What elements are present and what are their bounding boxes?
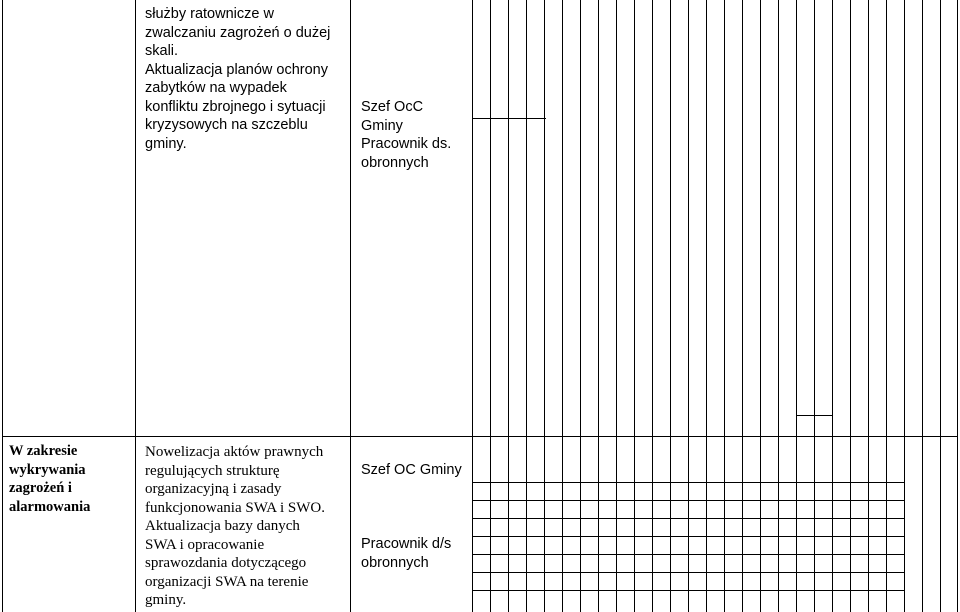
column-divider: [724, 0, 725, 612]
column-divider: [544, 0, 545, 612]
column-divider: [616, 0, 617, 612]
column-divider: [850, 0, 851, 612]
column-divider: [814, 0, 815, 612]
column-divider: [940, 0, 941, 612]
column-divider: [526, 0, 527, 612]
row2-responsible-2: Pracownik d/s obronnych: [361, 536, 452, 571]
column-divider: [796, 0, 797, 612]
column-divider: [778, 0, 779, 612]
column-divider: [508, 0, 509, 612]
column-divider: [886, 0, 887, 612]
column-divider: [490, 0, 491, 612]
row-divider: [472, 118, 546, 119]
column-divider: [688, 0, 689, 612]
column-divider: [652, 0, 653, 612]
row1-responsible-cell: [351, 0, 472, 436]
row-divider: [472, 590, 904, 591]
column-divider: [760, 0, 761, 612]
row2-task-text: Nowelizacja aktów prawnych regulujących strukturę organizacyjną i zasady funkcjonowania SWA i SWO. Aktualizacja bazy danych SWA i opracowanie sprawozdania dotyczącego organizacji SWA na terenie gminy.: [145, 444, 325, 608]
column-divider: [904, 0, 905, 612]
row-divider: [472, 536, 904, 537]
row-divider: [472, 500, 904, 501]
column-divider: [706, 0, 707, 612]
column-divider: [580, 0, 581, 612]
column-divider: [742, 0, 743, 612]
row2-responsible-1: Szef OC Gminy: [361, 462, 462, 478]
column-divider: [598, 0, 599, 612]
column-divider: [922, 0, 923, 612]
row2-area-label: W zakresie wykrywania zagrożeń i alarmowania: [9, 443, 91, 515]
column-divider: [868, 0, 869, 612]
row-divider: [796, 415, 832, 416]
row-divider: [472, 572, 904, 573]
row1-task-text: służby ratownicze w zwalczaniu zagrożeń o dużej skali. Aktualizacja planów ochrony zabytków na wypadek konfliktu zbrojnego i sytuacji kryzysowych na szczeblu gminy.: [145, 6, 331, 152]
column-divider: [832, 0, 833, 612]
column-divider: [562, 0, 563, 612]
row-divider: [472, 518, 904, 519]
table-border-right: [957, 0, 958, 612]
row1-responsible-text: Szef OcC Gminy Pracownik ds. obronnych: [361, 99, 452, 171]
row-divider: [472, 554, 904, 555]
column-divider: [634, 0, 635, 612]
column-divider: [670, 0, 671, 612]
row-divider: [472, 482, 904, 483]
column-divider: [472, 0, 473, 612]
